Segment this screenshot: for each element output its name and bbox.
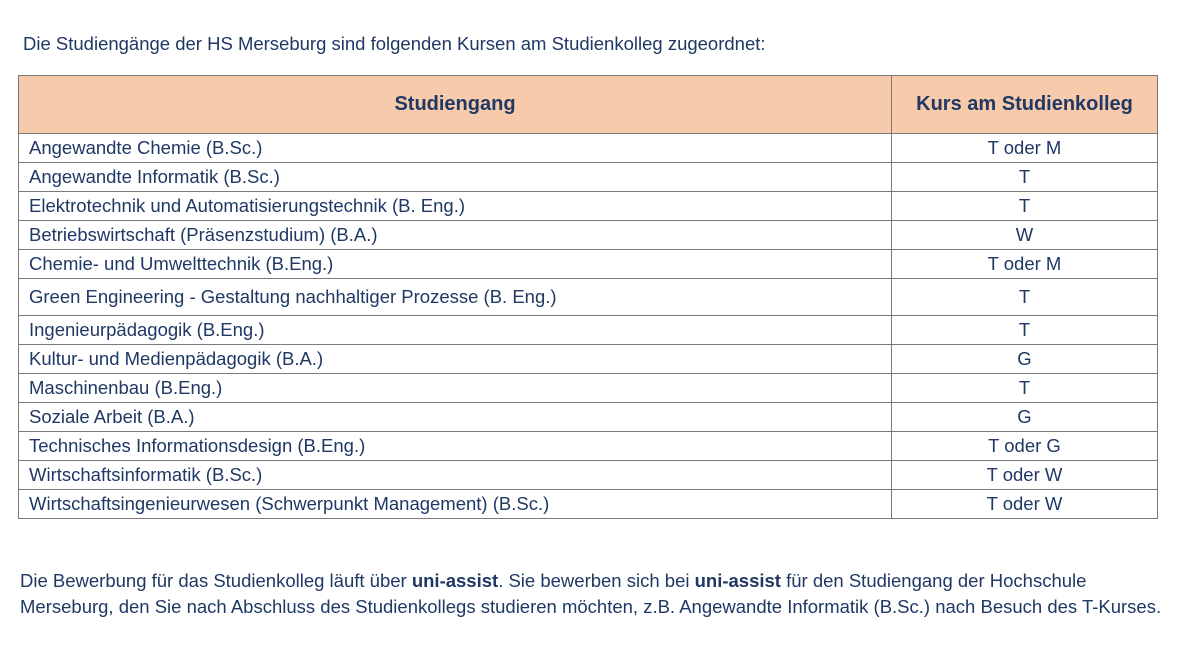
studiengang-cell: Ingenieurpädagogik (B.Eng.) [19, 316, 892, 345]
kurs-cell: T [892, 279, 1158, 316]
table-row [19, 461, 1158, 490]
footer-paragraph [20, 568, 1180, 620]
kurs-cell: T [892, 192, 1158, 221]
intro-text: Die Studiengänge der HS Merseburg sind folgenden Kursen am Studienkolleg zugeordnet: [23, 33, 766, 54]
uni-assist-bold: uni-assist [694, 570, 781, 591]
studiengang-cell: Angewandte Informatik (B.Sc.) [19, 163, 892, 192]
footer-text: Die Bewerbung für das Studienkolleg läuft über [20, 570, 412, 591]
table-row [19, 279, 1158, 316]
kurs-cell: G [892, 403, 1158, 432]
kurs-cell: T [892, 163, 1158, 192]
table-row [19, 403, 1158, 432]
studiengang-cell: Angewandte Chemie (B.Sc.) [19, 134, 892, 163]
kurs-cell: W [892, 221, 1158, 250]
table-row [19, 432, 1158, 461]
kurs-cell: T oder M [892, 250, 1158, 279]
studiengang-cell: Kultur- und Medienpädagogik (B.A.) [19, 345, 892, 374]
kurs-cell: G [892, 345, 1158, 374]
footer-text: . Sie bewerben sich bei [498, 570, 695, 591]
kurs-cell: T oder G [892, 432, 1158, 461]
studiengang-cell: Technisches Informationsdesign (B.Eng.) [19, 432, 892, 461]
studiengang-cell: Wirtschaftsinformatik (B.Sc.) [19, 461, 892, 490]
table-row [19, 345, 1158, 374]
table-header-row [19, 76, 1158, 134]
kurs-cell: T oder M [892, 134, 1158, 163]
kurs-cell: T oder W [892, 461, 1158, 490]
footer-text: für den Studiengang der Hochschule Merseburg, den Sie nach Abschluss des Studienkollegs studieren möchten, z.B. Angewandte Informatik (B.Sc.) nach Besuch des T-Kurses. [20, 570, 1162, 617]
studiengang-cell: Chemie- und Umwelttechnik (B.Eng.) [19, 250, 892, 279]
studiengang-cell: Elektrotechnik und Automatisierungstechnik (B. Eng.) [19, 192, 892, 221]
table-row [19, 192, 1158, 221]
studiengang-cell: Soziale Arbeit (B.A.) [19, 403, 892, 432]
studiengang-cell: Green Engineering - Gestaltung nachhaltiger Prozesse (B. Eng.) [19, 279, 892, 316]
table-row [19, 316, 1158, 345]
studiengang-cell: Betriebswirtschaft (Präsenzstudium) (B.A.) [19, 221, 892, 250]
studiengang-cell: Maschinenbau (B.Eng.) [19, 374, 892, 403]
kurs-cell: T oder W [892, 490, 1158, 519]
header-studiengang: Studiengang [19, 76, 892, 134]
table-row [19, 250, 1158, 279]
table-row [19, 490, 1158, 519]
table-row [19, 374, 1158, 403]
studiengang-cell: Wirtschaftsingenieurwesen (Schwerpunkt Management) (B.Sc.) [19, 490, 892, 519]
table-row [19, 163, 1158, 192]
kurs-cell: T [892, 316, 1158, 345]
course-table [18, 75, 1158, 519]
table-row [19, 221, 1158, 250]
uni-assist-bold: uni-assist [411, 570, 499, 591]
header-kurs: Kurs am Studienkolleg [892, 76, 1158, 134]
table-row [19, 134, 1158, 163]
kurs-cell: T [892, 374, 1158, 403]
